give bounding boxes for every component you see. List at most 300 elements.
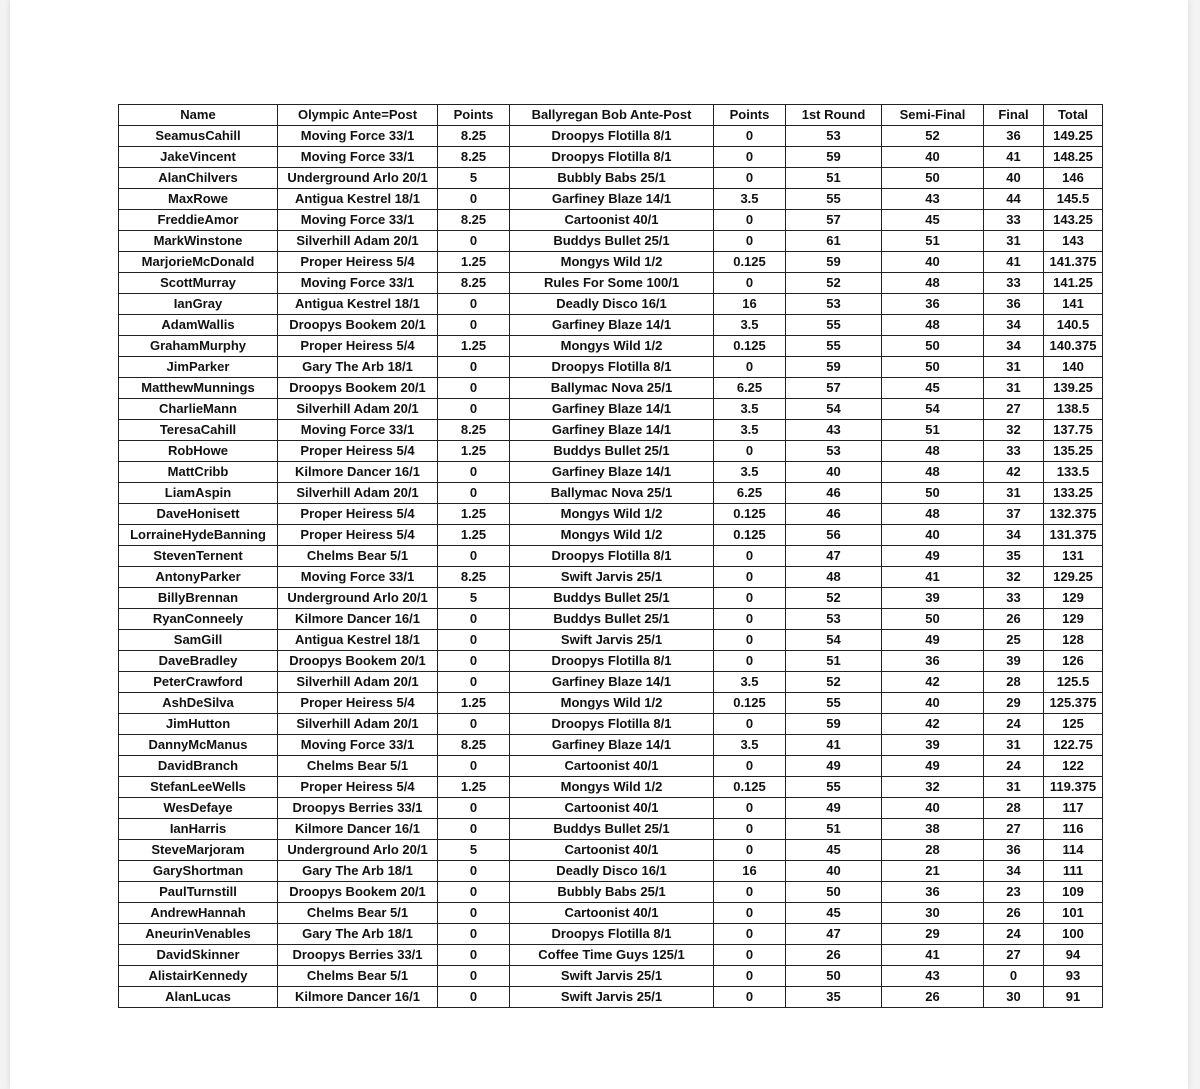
cell-first-round: 53 (786, 126, 882, 147)
cell-final: 31 (984, 378, 1044, 399)
cell-final: 27 (984, 945, 1044, 966)
cell-final: 36 (984, 294, 1044, 315)
column-header-first-round: 1st Round (786, 105, 882, 126)
cell-ballyregan-points: 3.5 (714, 735, 786, 756)
cell-name: TeresaCahill (119, 420, 278, 441)
cell-olympic-antepost: Gary The Arb 18/1 (278, 924, 438, 945)
cell-name: MarjorieMcDonald (119, 252, 278, 273)
column-header-ballyregan-points: Points (714, 105, 786, 126)
cell-total: 140.375 (1044, 336, 1103, 357)
cell-ballyregan-points: 3.5 (714, 399, 786, 420)
cell-olympic-points: 5 (438, 588, 510, 609)
cell-olympic-points: 0 (438, 672, 510, 693)
cell-olympic-antepost: Proper Heiress 5/4 (278, 777, 438, 798)
cell-final: 31 (984, 483, 1044, 504)
cell-name: FreddieAmor (119, 210, 278, 231)
cell-name: IanGray (119, 294, 278, 315)
cell-first-round: 51 (786, 651, 882, 672)
cell-ballyregan-points: 0 (714, 126, 786, 147)
cell-total: 138.5 (1044, 399, 1103, 420)
cell-total: 125.5 (1044, 672, 1103, 693)
cell-ballyregan-points: 0 (714, 441, 786, 462)
cell-ballyregan-points: 3.5 (714, 420, 786, 441)
cell-ballyregan-antepost: Droopys Flotilla 8/1 (510, 546, 714, 567)
cell-final: 27 (984, 819, 1044, 840)
cell-ballyregan-antepost: Cartoonist 40/1 (510, 798, 714, 819)
cell-ballyregan-points: 0 (714, 756, 786, 777)
cell-total: 94 (1044, 945, 1103, 966)
column-header-olympic-antepost: Olympic Ante=Post (278, 105, 438, 126)
table-row (119, 357, 1103, 378)
cell-first-round: 52 (786, 672, 882, 693)
cell-name: SeamusCahill (119, 126, 278, 147)
cell-first-round: 49 (786, 756, 882, 777)
cell-final: 25 (984, 630, 1044, 651)
cell-ballyregan-antepost: Droopys Flotilla 8/1 (510, 714, 714, 735)
cell-ballyregan-antepost: Droopys Flotilla 8/1 (510, 357, 714, 378)
cell-total: 139.25 (1044, 378, 1103, 399)
cell-olympic-points: 0 (438, 945, 510, 966)
cell-first-round: 55 (786, 315, 882, 336)
cell-ballyregan-points: 16 (714, 861, 786, 882)
cell-ballyregan-antepost: Garfiney Blaze 14/1 (510, 399, 714, 420)
cell-first-round: 41 (786, 735, 882, 756)
cell-olympic-points: 0 (438, 630, 510, 651)
cell-ballyregan-antepost: Swift Jarvis 25/1 (510, 630, 714, 651)
cell-name: JakeVincent (119, 147, 278, 168)
cell-olympic-antepost: Proper Heiress 5/4 (278, 336, 438, 357)
cell-semi-final: 45 (882, 210, 984, 231)
cell-olympic-antepost: Moving Force 33/1 (278, 147, 438, 168)
cell-name: GaryShortman (119, 861, 278, 882)
cell-name: AshDeSilva (119, 693, 278, 714)
cell-name: DavidSkinner (119, 945, 278, 966)
table-row (119, 252, 1103, 273)
cell-ballyregan-points: 6.25 (714, 483, 786, 504)
cell-olympic-antepost: Moving Force 33/1 (278, 126, 438, 147)
cell-ballyregan-antepost: Swift Jarvis 25/1 (510, 567, 714, 588)
table-row (119, 231, 1103, 252)
table-row (119, 147, 1103, 168)
cell-first-round: 61 (786, 231, 882, 252)
cell-ballyregan-antepost: Cartoonist 40/1 (510, 840, 714, 861)
table-row (119, 483, 1103, 504)
cell-total: 122.75 (1044, 735, 1103, 756)
cell-olympic-antepost: Proper Heiress 5/4 (278, 525, 438, 546)
cell-ballyregan-antepost: Droopys Flotilla 8/1 (510, 147, 714, 168)
cell-ballyregan-points: 0 (714, 945, 786, 966)
cell-semi-final: 41 (882, 567, 984, 588)
cell-semi-final: 29 (882, 924, 984, 945)
cell-semi-final: 48 (882, 273, 984, 294)
cell-ballyregan-points: 0 (714, 357, 786, 378)
cell-total: 148.25 (1044, 147, 1103, 168)
cell-total: 129.25 (1044, 567, 1103, 588)
cell-olympic-points: 0 (438, 798, 510, 819)
cell-olympic-points: 8.25 (438, 273, 510, 294)
cell-final: 39 (984, 651, 1044, 672)
cell-name: AlanLucas (119, 987, 278, 1008)
table-row (119, 609, 1103, 630)
cell-name: SteveMarjoram (119, 840, 278, 861)
cell-olympic-points: 5 (438, 840, 510, 861)
cell-first-round: 53 (786, 294, 882, 315)
cell-first-round: 35 (786, 987, 882, 1008)
cell-name: LiamAspin (119, 483, 278, 504)
cell-olympic-points: 1.25 (438, 693, 510, 714)
cell-olympic-antepost: Underground Arlo 20/1 (278, 168, 438, 189)
cell-ballyregan-points: 0 (714, 840, 786, 861)
cell-first-round: 53 (786, 609, 882, 630)
cell-total: 117 (1044, 798, 1103, 819)
cell-semi-final: 48 (882, 462, 984, 483)
cell-name: GrahamMurphy (119, 336, 278, 357)
cell-semi-final: 42 (882, 714, 984, 735)
table-row (119, 315, 1103, 336)
table-row (119, 924, 1103, 945)
cell-name: MaxRowe (119, 189, 278, 210)
cell-first-round: 49 (786, 798, 882, 819)
cell-first-round: 51 (786, 819, 882, 840)
cell-ballyregan-antepost: Mongys Wild 1/2 (510, 252, 714, 273)
cell-semi-final: 49 (882, 756, 984, 777)
cell-ballyregan-points: 0 (714, 819, 786, 840)
cell-final: 26 (984, 609, 1044, 630)
cell-total: 91 (1044, 987, 1103, 1008)
cell-first-round: 51 (786, 168, 882, 189)
cell-olympic-antepost: Moving Force 33/1 (278, 420, 438, 441)
cell-olympic-antepost: Kilmore Dancer 16/1 (278, 987, 438, 1008)
cell-semi-final: 50 (882, 336, 984, 357)
cell-ballyregan-points: 0 (714, 567, 786, 588)
column-header-name: Name (119, 105, 278, 126)
cell-ballyregan-points: 3.5 (714, 189, 786, 210)
cell-first-round: 50 (786, 966, 882, 987)
cell-ballyregan-antepost: Deadly Disco 16/1 (510, 861, 714, 882)
cell-semi-final: 39 (882, 735, 984, 756)
cell-semi-final: 42 (882, 672, 984, 693)
cell-olympic-antepost: Kilmore Dancer 16/1 (278, 819, 438, 840)
cell-first-round: 54 (786, 630, 882, 651)
cell-olympic-antepost: Kilmore Dancer 16/1 (278, 609, 438, 630)
table-header (119, 105, 1103, 126)
cell-first-round: 45 (786, 903, 882, 924)
table-row (119, 693, 1103, 714)
cell-ballyregan-points: 0 (714, 630, 786, 651)
cell-olympic-points: 0 (438, 819, 510, 840)
cell-olympic-points: 0 (438, 882, 510, 903)
cell-first-round: 55 (786, 693, 882, 714)
cell-olympic-antepost: Proper Heiress 5/4 (278, 252, 438, 273)
cell-final: 31 (984, 231, 1044, 252)
cell-semi-final: 43 (882, 189, 984, 210)
table-row (119, 378, 1103, 399)
cell-semi-final: 28 (882, 840, 984, 861)
cell-total: 116 (1044, 819, 1103, 840)
cell-final: 32 (984, 567, 1044, 588)
cell-first-round: 54 (786, 399, 882, 420)
cell-olympic-points: 8.25 (438, 567, 510, 588)
cell-total: 146 (1044, 168, 1103, 189)
cell-total: 137.75 (1044, 420, 1103, 441)
cell-final: 40 (984, 168, 1044, 189)
cell-olympic-antepost: Chelms Bear 5/1 (278, 756, 438, 777)
cell-olympic-points: 0 (438, 756, 510, 777)
cell-name: WesDefaye (119, 798, 278, 819)
cell-ballyregan-points: 0.125 (714, 693, 786, 714)
cell-olympic-points: 0 (438, 924, 510, 945)
cell-semi-final: 45 (882, 378, 984, 399)
cell-olympic-antepost: Gary The Arb 18/1 (278, 357, 438, 378)
cell-final: 36 (984, 126, 1044, 147)
cell-semi-final: 43 (882, 966, 984, 987)
cell-olympic-antepost: Gary The Arb 18/1 (278, 861, 438, 882)
cell-name: AlanChilvers (119, 168, 278, 189)
cell-semi-final: 51 (882, 231, 984, 252)
cell-ballyregan-antepost: Swift Jarvis 25/1 (510, 987, 714, 1008)
cell-name: DaveBradley (119, 651, 278, 672)
cell-ballyregan-antepost: Garfiney Blaze 14/1 (510, 420, 714, 441)
cell-olympic-antepost: Moving Force 33/1 (278, 210, 438, 231)
cell-semi-final: 49 (882, 630, 984, 651)
cell-olympic-points: 0 (438, 987, 510, 1008)
cell-semi-final: 52 (882, 126, 984, 147)
cell-ballyregan-antepost: Droopys Flotilla 8/1 (510, 126, 714, 147)
cell-final: 44 (984, 189, 1044, 210)
cell-first-round: 57 (786, 210, 882, 231)
cell-final: 33 (984, 588, 1044, 609)
cell-name: RyanConneely (119, 609, 278, 630)
table-row (119, 777, 1103, 798)
table-body (119, 126, 1103, 1008)
cell-olympic-points: 1.25 (438, 441, 510, 462)
cell-olympic-points: 0 (438, 189, 510, 210)
cell-total: 101 (1044, 903, 1103, 924)
cell-ballyregan-antepost: Buddys Bullet 25/1 (510, 441, 714, 462)
cell-name: DannyMcManus (119, 735, 278, 756)
cell-name: PaulTurnstill (119, 882, 278, 903)
cell-total: 125 (1044, 714, 1103, 735)
cell-final: 34 (984, 315, 1044, 336)
cell-semi-final: 40 (882, 147, 984, 168)
cell-semi-final: 36 (882, 294, 984, 315)
cell-olympic-points: 0 (438, 861, 510, 882)
cell-name: DavidBranch (119, 756, 278, 777)
cell-final: 31 (984, 357, 1044, 378)
cell-final: 29 (984, 693, 1044, 714)
cell-olympic-antepost: Droopys Berries 33/1 (278, 945, 438, 966)
cell-final: 24 (984, 714, 1044, 735)
cell-olympic-antepost: Droopys Bookem 20/1 (278, 651, 438, 672)
column-header-ballyregan-antepost: Ballyregan Bob Ante-Post (510, 105, 714, 126)
cell-final: 24 (984, 924, 1044, 945)
table-row (119, 504, 1103, 525)
cell-semi-final: 40 (882, 693, 984, 714)
cell-semi-final: 50 (882, 609, 984, 630)
cell-final: 32 (984, 420, 1044, 441)
cell-ballyregan-points: 0 (714, 546, 786, 567)
cell-first-round: 46 (786, 504, 882, 525)
cell-ballyregan-points: 3.5 (714, 462, 786, 483)
cell-semi-final: 49 (882, 546, 984, 567)
cell-ballyregan-points: 0.125 (714, 336, 786, 357)
cell-final: 33 (984, 210, 1044, 231)
cell-olympic-points: 0 (438, 378, 510, 399)
cell-semi-final: 48 (882, 504, 984, 525)
table-row (119, 798, 1103, 819)
table-row (119, 210, 1103, 231)
table-row (119, 651, 1103, 672)
cell-name: AdamWallis (119, 315, 278, 336)
cell-olympic-antepost: Antigua Kestrel 18/1 (278, 294, 438, 315)
cell-first-round: 57 (786, 378, 882, 399)
table-row (119, 420, 1103, 441)
cell-olympic-points: 8.25 (438, 735, 510, 756)
cell-final: 42 (984, 462, 1044, 483)
cell-ballyregan-antepost: Garfiney Blaze 14/1 (510, 189, 714, 210)
document-page (10, 0, 1188, 1089)
cell-total: 133.25 (1044, 483, 1103, 504)
cell-ballyregan-points: 0 (714, 903, 786, 924)
cell-ballyregan-antepost: Garfiney Blaze 14/1 (510, 315, 714, 336)
cell-olympic-points: 8.25 (438, 210, 510, 231)
cell-ballyregan-points: 6.25 (714, 378, 786, 399)
cell-semi-final: 50 (882, 483, 984, 504)
cell-final: 27 (984, 399, 1044, 420)
cell-total: 143.25 (1044, 210, 1103, 231)
cell-final: 31 (984, 777, 1044, 798)
cell-name: DaveHonisett (119, 504, 278, 525)
cell-first-round: 59 (786, 714, 882, 735)
cell-ballyregan-antepost: Bubbly Babs 25/1 (510, 168, 714, 189)
column-header-semi-final: Semi-Final (882, 105, 984, 126)
cell-ballyregan-antepost: Mongys Wild 1/2 (510, 504, 714, 525)
cell-olympic-antepost: Silverhill Adam 20/1 (278, 714, 438, 735)
table-row (119, 630, 1103, 651)
cell-final: 24 (984, 756, 1044, 777)
cell-final: 34 (984, 336, 1044, 357)
cell-name: JimHutton (119, 714, 278, 735)
table-row (119, 945, 1103, 966)
cell-name: AneurinVenables (119, 924, 278, 945)
cell-semi-final: 48 (882, 315, 984, 336)
cell-total: 145.5 (1044, 189, 1103, 210)
cell-ballyregan-points: 0 (714, 147, 786, 168)
cell-ballyregan-points: 0 (714, 231, 786, 252)
cell-final: 28 (984, 798, 1044, 819)
cell-ballyregan-points: 0 (714, 882, 786, 903)
cell-first-round: 59 (786, 357, 882, 378)
cell-name: PeterCrawford (119, 672, 278, 693)
cell-ballyregan-points: 0 (714, 714, 786, 735)
cell-first-round: 50 (786, 882, 882, 903)
cell-ballyregan-points: 0 (714, 210, 786, 231)
cell-name: BillyBrennan (119, 588, 278, 609)
cell-olympic-points: 8.25 (438, 420, 510, 441)
cell-olympic-points: 0 (438, 399, 510, 420)
cell-semi-final: 21 (882, 861, 984, 882)
cell-ballyregan-points: 0 (714, 987, 786, 1008)
cell-olympic-points: 8.25 (438, 147, 510, 168)
table-row (119, 714, 1103, 735)
cell-olympic-antepost: Chelms Bear 5/1 (278, 546, 438, 567)
cell-ballyregan-antepost: Ballymac Nova 25/1 (510, 483, 714, 504)
cell-first-round: 55 (786, 336, 882, 357)
cell-first-round: 56 (786, 525, 882, 546)
cell-ballyregan-antepost: Cartoonist 40/1 (510, 210, 714, 231)
cell-ballyregan-antepost: Buddys Bullet 25/1 (510, 588, 714, 609)
cell-final: 36 (984, 840, 1044, 861)
cell-first-round: 59 (786, 252, 882, 273)
cell-olympic-antepost: Moving Force 33/1 (278, 735, 438, 756)
cell-final: 41 (984, 252, 1044, 273)
cell-ballyregan-points: 0 (714, 168, 786, 189)
table-row (119, 546, 1103, 567)
cell-olympic-antepost: Proper Heiress 5/4 (278, 693, 438, 714)
cell-semi-final: 26 (882, 987, 984, 1008)
cell-semi-final: 39 (882, 588, 984, 609)
cell-semi-final: 38 (882, 819, 984, 840)
cell-name: AntonyParker (119, 567, 278, 588)
cell-semi-final: 48 (882, 441, 984, 462)
cell-ballyregan-points: 0 (714, 609, 786, 630)
cell-olympic-antepost: Droopys Bookem 20/1 (278, 882, 438, 903)
cell-olympic-points: 1.25 (438, 504, 510, 525)
cell-ballyregan-antepost: Swift Jarvis 25/1 (510, 966, 714, 987)
cell-semi-final: 41 (882, 945, 984, 966)
cell-olympic-points: 1.25 (438, 525, 510, 546)
table-row (119, 966, 1103, 987)
cell-olympic-antepost: Chelms Bear 5/1 (278, 966, 438, 987)
cell-first-round: 45 (786, 840, 882, 861)
cell-semi-final: 50 (882, 168, 984, 189)
results-table (118, 104, 1103, 1008)
table-row (119, 987, 1103, 1008)
cell-total: 141 (1044, 294, 1103, 315)
cell-ballyregan-points: 0.125 (714, 777, 786, 798)
cell-total: 132.375 (1044, 504, 1103, 525)
cell-olympic-points: 0 (438, 483, 510, 504)
cell-ballyregan-antepost: Coffee Time Guys 125/1 (510, 945, 714, 966)
table-row (119, 861, 1103, 882)
cell-final: 34 (984, 861, 1044, 882)
cell-olympic-antepost: Underground Arlo 20/1 (278, 588, 438, 609)
cell-total: 149.25 (1044, 126, 1103, 147)
cell-name: MarkWinstone (119, 231, 278, 252)
column-header-final: Final (984, 105, 1044, 126)
cell-semi-final: 50 (882, 357, 984, 378)
cell-olympic-antepost: Chelms Bear 5/1 (278, 903, 438, 924)
cell-total: 131 (1044, 546, 1103, 567)
cell-olympic-points: 0 (438, 903, 510, 924)
cell-name: SamGill (119, 630, 278, 651)
cell-semi-final: 30 (882, 903, 984, 924)
cell-semi-final: 36 (882, 651, 984, 672)
cell-total: 140.5 (1044, 315, 1103, 336)
cell-ballyregan-antepost: Mongys Wild 1/2 (510, 525, 714, 546)
table-row (119, 525, 1103, 546)
cell-olympic-antepost: Antigua Kestrel 18/1 (278, 189, 438, 210)
table-row (119, 840, 1103, 861)
cell-name: MattCribb (119, 462, 278, 483)
table-row (119, 168, 1103, 189)
cell-ballyregan-points: 3.5 (714, 672, 786, 693)
header-row (119, 105, 1103, 126)
table-row (119, 273, 1103, 294)
cell-total: 111 (1044, 861, 1103, 882)
table-row (119, 588, 1103, 609)
cell-semi-final: 40 (882, 252, 984, 273)
